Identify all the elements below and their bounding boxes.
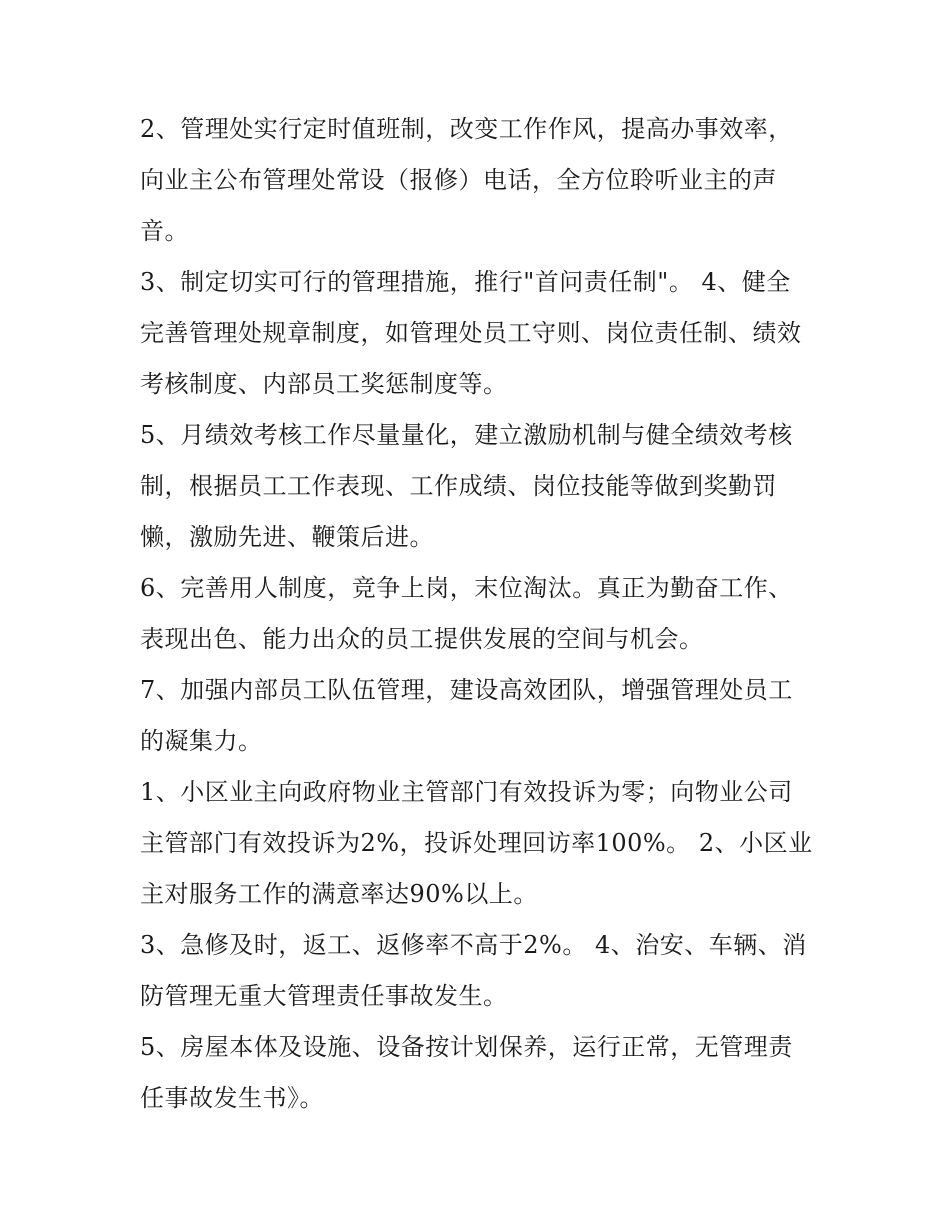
text-line-2: 向业主公布管理处常设（报修）电话，全方位聆听业主的声 (140, 166, 777, 194)
text-line-17: 3、急修及时，返工、返修率不高于2%。 4、治安、车辆、消 (140, 931, 807, 959)
text-line-14: 1、小区业主向政府物业主管部门有效投诉为零；向物业公司 (140, 778, 793, 806)
text-line-11: 表现出色、能力出众的员工提供发展的空间与机会。 (140, 625, 704, 653)
text-line-8: 制，根据员工工作表现、工作成绩、岗位技能等做到奖勤罚 (140, 472, 777, 500)
text-line-3: 音。 (140, 217, 189, 245)
text-line-5: 完善管理处规章制度，如管理处员工守则、岗位责任制、绩效 (140, 319, 802, 347)
text-line-4: 3、制定切实可行的管理措施，推行"首问责任制"。 4、健全 (140, 268, 791, 296)
text-line-7: 5、月绩效考核工作尽量量化，建立激励机制与健全绩效考核 (140, 421, 793, 449)
text-line-12: 7、加强内部员工队伍管理，建设高效团队，增强管理处员工 (140, 676, 793, 704)
text-line-10: 6、完善用人制度，竞争上岗，末位淘汰。真正为勤奋工作、 (140, 574, 793, 602)
text-line-20: 任事故发生书》。 (140, 1084, 324, 1112)
text-line-6: 考核制度、内部员工奖惩制度等。 (140, 370, 508, 398)
text-line-15: 主管部门有效投诉为2%，投诉处理回访率100%。 2、小区业 (140, 829, 813, 857)
text-line-16: 主对服务工作的满意率达90%以上。 (140, 880, 538, 908)
text-line-19: 5、房屋本体及设施、设备按计划保养，运行正常，无管理责 (140, 1033, 793, 1061)
text-line-13: 的凝集力。 (140, 727, 263, 755)
text-line-9: 懒，激励先进、鞭策后进。 (140, 523, 434, 551)
text-line-1: 2、管理处实行定时值班制，改变工作作风，提高办事效率， (140, 115, 793, 143)
document-body (140, 104, 815, 1124)
text-line-18: 防管理无重大管理责任事故发生。 (140, 982, 508, 1010)
